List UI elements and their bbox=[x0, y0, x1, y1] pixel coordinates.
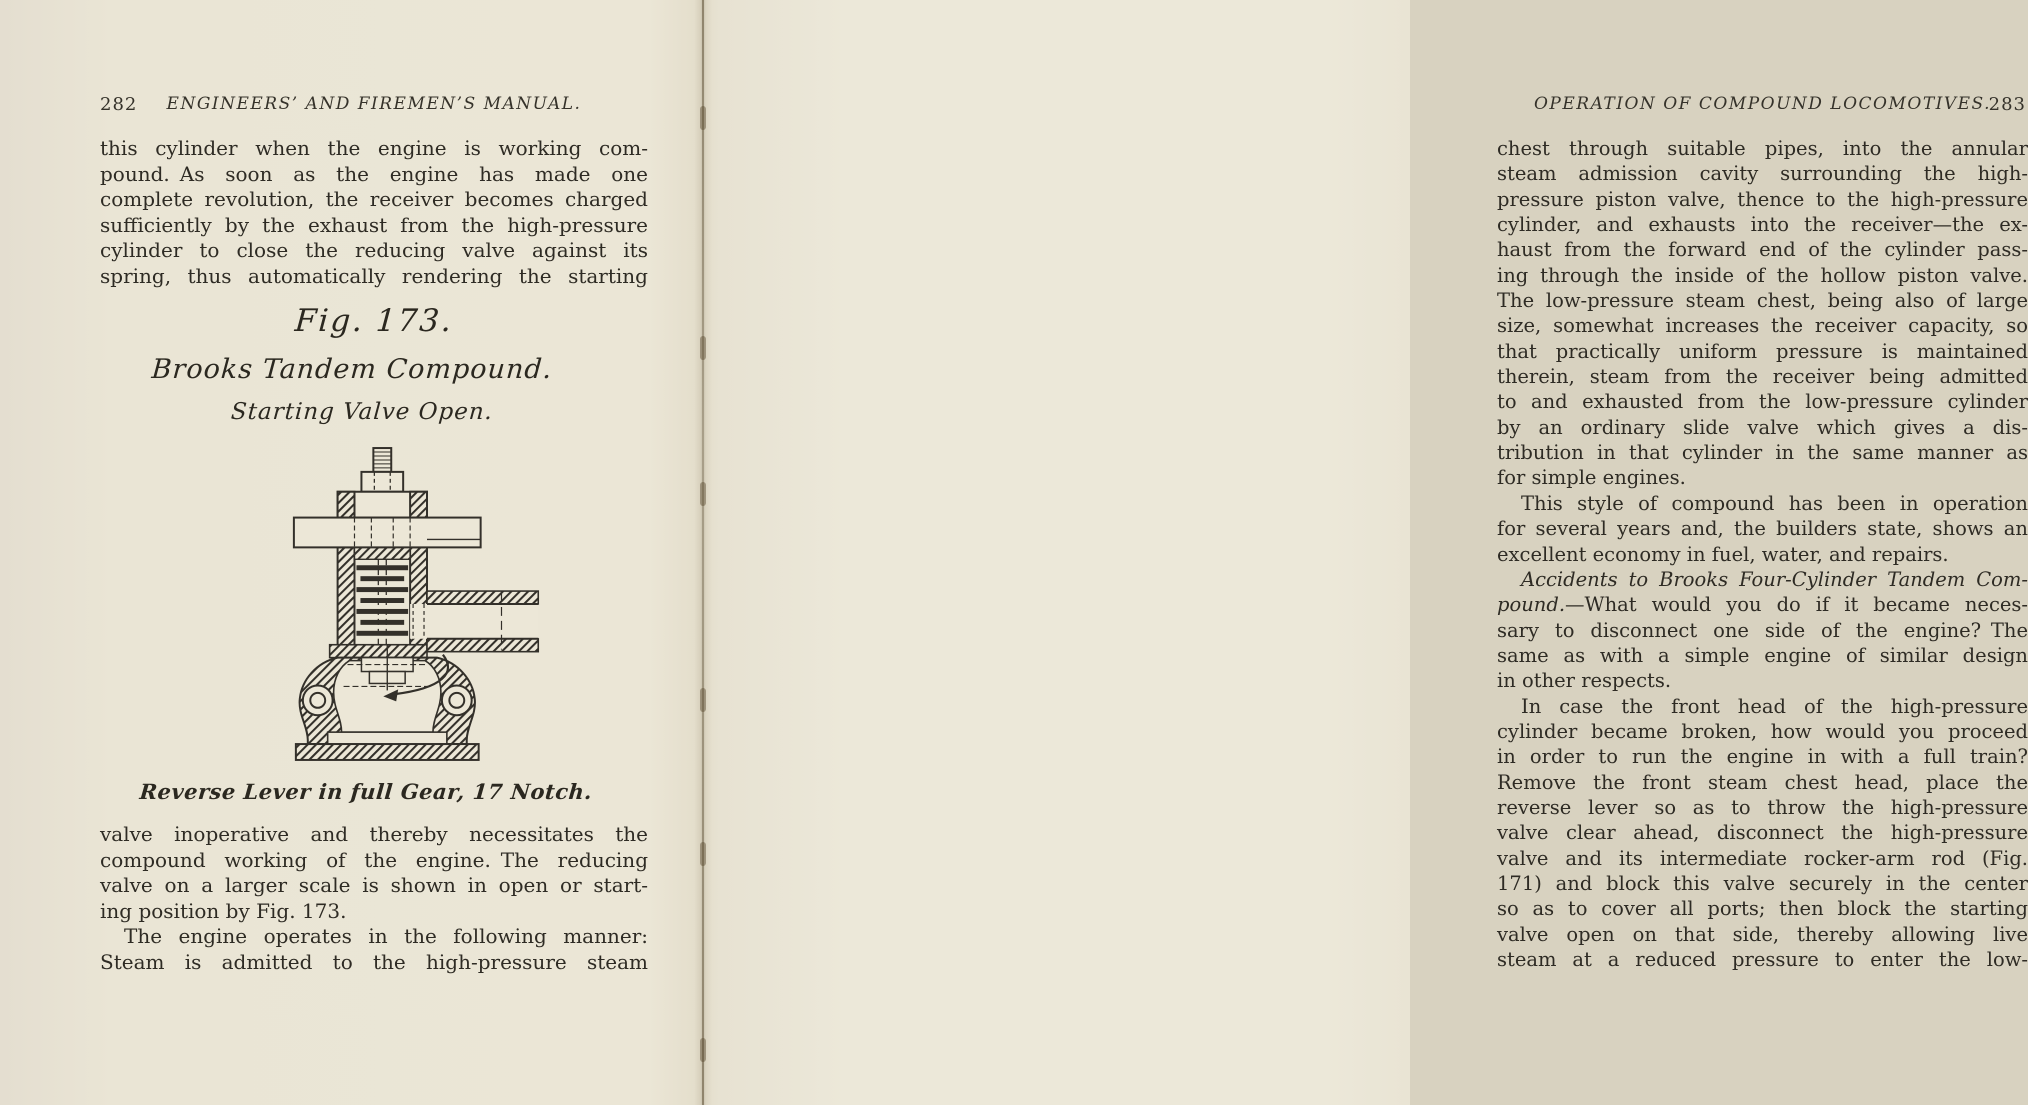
text-line: valve inoperative and thereby necessitates the bbox=[100, 822, 648, 846]
text-line: sary to disconnect one side of the engine? The bbox=[1497, 618, 2028, 642]
page-right bbox=[710, 0, 2028, 1105]
text-line: valve on a larger scale is shown in open or start- bbox=[100, 873, 648, 898]
running-head-left bbox=[100, 94, 648, 114]
text-line: spring, thus automatically rendering the starting bbox=[100, 263, 648, 288]
paragraph-bottom-left bbox=[100, 822, 648, 976]
text-line: Remove the front steam chest head, place the bbox=[1497, 770, 2028, 794]
text-line: cylinder became broken, how would you proceed bbox=[1497, 719, 2028, 743]
text-line: In case the front head of the high-pressure bbox=[1521, 694, 2028, 718]
text-line: ing through the inside of the hollow piston valve. bbox=[1497, 263, 2028, 287]
running-head-title-right: OPERATION OF COMPOUND LOCOMOTIVES. bbox=[1534, 94, 1991, 114]
text-line: excellent economy in fuel, water, and repairs. bbox=[1497, 542, 1949, 566]
text-line: Accidents to Brooks Four-Cylinder Tandem Com- bbox=[1521, 567, 2028, 591]
text-line: The engine operates in the following manner: bbox=[124, 924, 648, 949]
text-line: chest through suitable pipes, into the annular bbox=[1497, 137, 2028, 160]
text-line: sufficiently by the exhaust from the high-pressure bbox=[100, 212, 648, 237]
text-line: in other respects. bbox=[1497, 669, 1672, 693]
figure-title: Brooks Tandem Compound. bbox=[150, 354, 554, 385]
text-line: for several years and, the builders state, shows an bbox=[1497, 517, 2028, 541]
figure-label: Fig. 173. bbox=[293, 303, 455, 339]
stitch-mark bbox=[700, 482, 706, 506]
text-line: compound working of the engine. The reducing bbox=[100, 847, 648, 872]
stitch-mark bbox=[700, 842, 706, 866]
text-line: This style of compound has been in operation bbox=[1521, 491, 2028, 515]
text-line: pound.—What would you do if it became neces- bbox=[1497, 593, 2028, 617]
stitch-mark bbox=[700, 1038, 706, 1062]
text-line: valve open on that side, thereby allowing live bbox=[1497, 922, 2028, 946]
text-line: so as to cover all ports; then block the starting bbox=[1497, 897, 2028, 921]
text-line: 171) and block this valve securely in the center bbox=[1497, 871, 2028, 895]
text-line: haust from the forward end of the cylinder pass- bbox=[1497, 238, 2028, 262]
text-line: cylinder to close the reducing valve against its bbox=[100, 238, 648, 263]
text-line: complete revolution, the receiver becomes charged bbox=[100, 187, 648, 212]
figure-bottom-caption: Reverse Lever in full Gear, 17 Notch. bbox=[138, 779, 594, 804]
text-line: by an ordinary slide valve which gives a dis- bbox=[1497, 415, 2028, 439]
text-line: in order to run the engine in with a full train? bbox=[1497, 745, 2028, 769]
stitch-mark bbox=[700, 688, 706, 712]
running-head-title-left: ENGINEERS’ AND FIREMEN’S MANUAL. bbox=[166, 94, 582, 114]
text-line: that practically uniform pressure is maintained bbox=[1497, 339, 2028, 363]
text-line: ing position by Fig. 173. bbox=[100, 898, 347, 923]
text-line: size, somewhat increases the receiver capacity, so bbox=[1497, 314, 2028, 338]
page-left bbox=[0, 0, 700, 1105]
text-line: same as with a simple engine of similar design bbox=[1497, 643, 2028, 667]
text-line: reverse lever so as to throw the high-pressure bbox=[1497, 795, 2028, 819]
text-line: pressure piston valve, thence to the high-pressure bbox=[1497, 187, 2028, 211]
text-line: cylinder, and exhausts into the receiver—the ex- bbox=[1497, 213, 2028, 237]
text-line: valve clear ahead, disconnect the high-pressure bbox=[1497, 821, 2028, 845]
text-line: The low-pressure steam chest, being also of large bbox=[1497, 289, 2028, 313]
figure-subtitle: Starting Valve Open. bbox=[230, 399, 494, 425]
text-line: steam at a reduced pressure to enter the low- bbox=[1497, 948, 2028, 971]
body-text-right bbox=[1497, 136, 2028, 972]
text-line: to and exhausted from the low-pressure cylinder bbox=[1497, 390, 2028, 414]
text-line: Steam is admitted to the high-pressure steam bbox=[100, 949, 648, 974]
text-line: therein, steam from the receiver being admitted bbox=[1497, 365, 2028, 389]
text-line: for simple engines. bbox=[1497, 466, 1686, 490]
paragraph-top-left bbox=[100, 136, 648, 290]
text-line: tribution in that cylinder in the same manner as bbox=[1497, 441, 2028, 465]
running-head-right bbox=[1497, 94, 2028, 114]
text-line: valve and its intermediate rocker-arm rod (Fig. bbox=[1497, 846, 2028, 870]
valve-cross-section-figure bbox=[278, 444, 576, 762]
stitch-mark bbox=[700, 336, 706, 360]
page-number-left: 282 bbox=[100, 94, 138, 115]
text-line: steam admission cavity surrounding the high- bbox=[1497, 162, 2028, 186]
text-line: pound. As soon as the engine has made one bbox=[100, 161, 648, 186]
page-number-right: 283 bbox=[1988, 94, 2026, 115]
stitch-mark bbox=[700, 106, 706, 130]
text-line: this cylinder when the engine is working com- bbox=[100, 136, 648, 160]
